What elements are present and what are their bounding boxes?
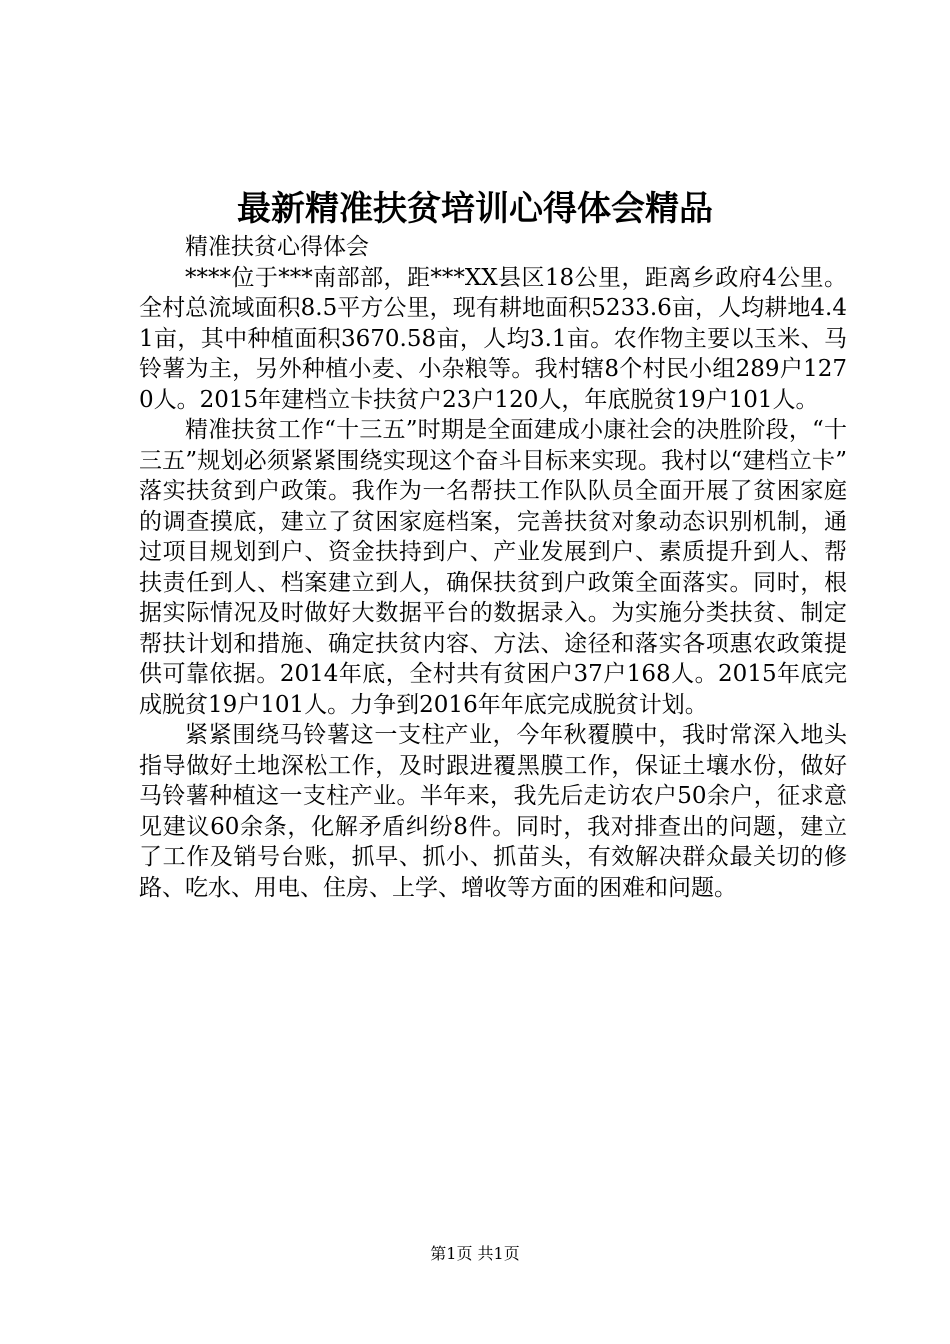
body-paragraph: 紧紧围绕马铃薯这一支柱产业，今年秋覆膜中，我时常深入地头指导做好土地深松工作，及时跟进覆黑膜工作，保证土壤水份，做好马铃薯种植这一支柱产业。半年来，我先后走访农户50余户，征求意见建议60余条，化解矛盾纠纷8件。同时，我对排查出的问题，建立了工作及销号台账，抓早、抓小、抓苗头，有效解决群众最关切的修路、吃水、用电、住房、上学、增收等方面的困难和问题。 (139, 722, 847, 901)
page-number-footer: 第1页 共1页 (430, 1244, 520, 1263)
body-paragraph: ****位于***南部部，距***XX县区18公里，距离乡政府4公里。全村总流域面积8.5平方公里，现有耕地面积5233.6亩，人均耕地4.41亩，其中种植面积3670.58亩，人均3.1亩。农作物主要以玉米、马铃薯为主，另外种植小麦、小杂粮等。我村辖8个村民小组289户1270人。2015年建档立卡扶贫户23户120人，年底脱贫19户101人。 (139, 264, 847, 413)
document-title: 最新精准扶贫培训心得体会精品 (237, 189, 713, 229)
body-paragraph: 精准扶贫工作“十三五”时期是全面建成小康社会的决胜阶段，“十三五”规划必须紧紧围绕实现这个奋斗目标来实现。我村以“建档立卡”落实扶贫到户政策。我作为一名帮扶工作队队员全面开展了贫困家庭的调查摸底，建立了贫困家庭档案，完善扶贫对象动态识别机制，通过项目规划到户、资金扶持到户、产业发展到户、素质提升到人、帮扶责任到人、档案建立到人，确保扶贫到户政策全面落实。同时，根据实际情况及时做好大数据平台的数据录入。为实施分类扶贫、制定帮扶计划和措施、确定扶贫内容、方法、途径和落实各项惠农政策提供可靠依据。2014年底，全村共有贫困户37户168人。2015年底完成脱贫19户101人。力争到2016年年底完成脱贫计划。 (139, 417, 847, 718)
subtitle-paragraph: 精准扶贫心得体会 (185, 234, 369, 260)
document-body (139, 232, 847, 903)
